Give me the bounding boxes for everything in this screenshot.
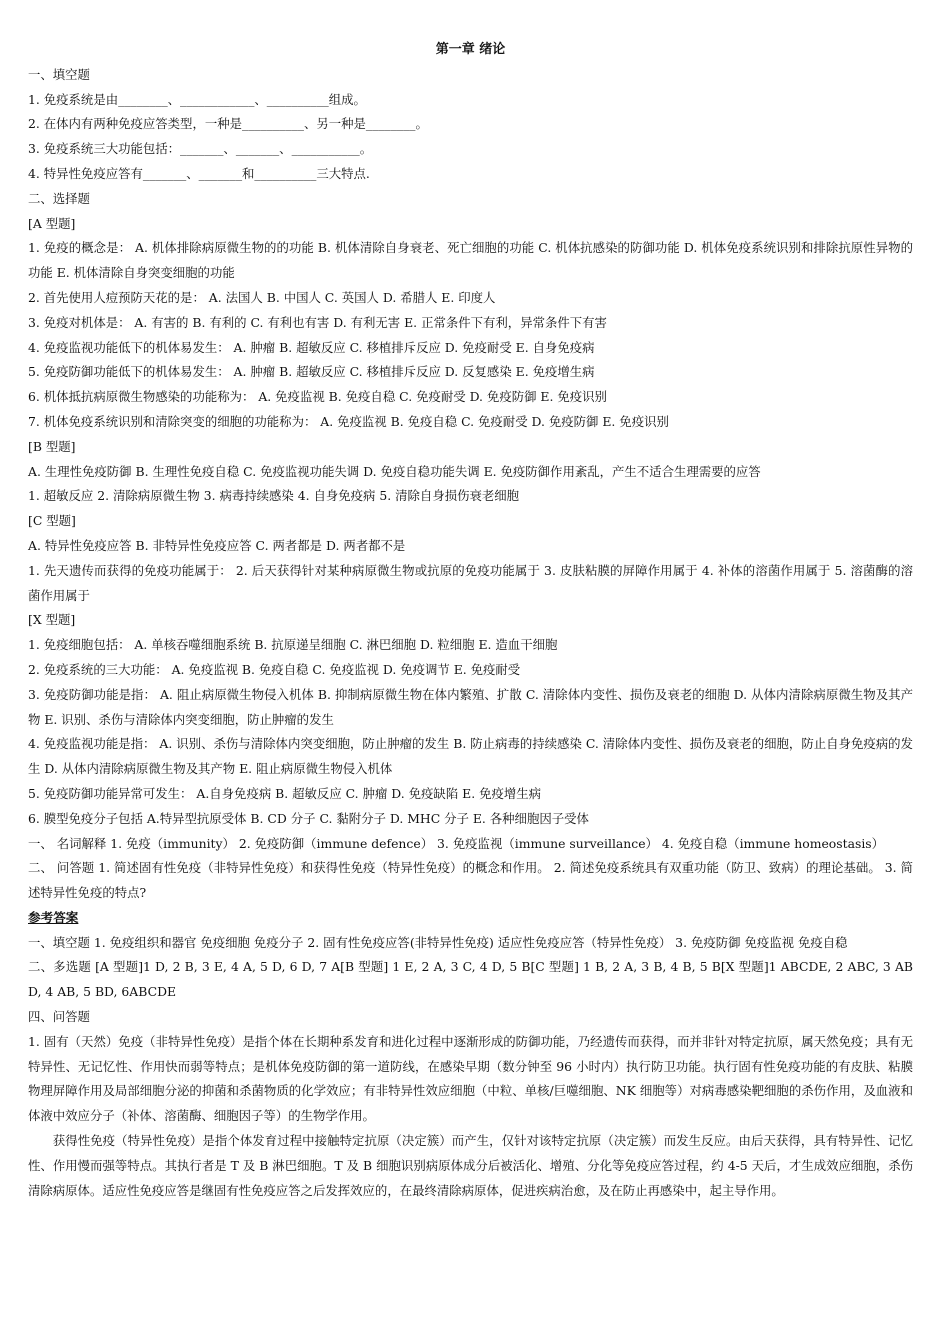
- answers-choice: 二、多选题 [A 型题]1 D, 2 B, 3 E, 4 A, 5 D, 6 D, 7 A[B 型题] 1 E, 2 A, 3 C, 4 D, 5 B[C 型题] 1 B, 2 A, 3 B, 4 B, 5 B[X 型题]1 ABCDE, 2 ABC, 3 ABD, 4 AB, 5 BD, 6ABCDE: [28, 959, 913, 1000]
- answers-qa-2: 获得性免疫（特异性免疫）是指个体发育过程中接触特定抗原（决定簇）而产生，仅针对该特定抗原（决定簇）而发生反应。由后天获得，具有特异性、记忆性、作用慢而强等特点。其执行者是 T 及 B 淋巴细胞。T 及 B 细胞识别病原体成分后被活化、增殖、分化等免疫应答过程，约 4-5 天后，才生成效应细胞，杀伤清除病原体。适应性免疫应答是继固有性免疫应答之后发挥效应的，在最终清除病原体，促进疾病治愈，及在防止再感染中，起主导作用。: [28, 1133, 913, 1198]
- document-page: [28, 38, 913, 1203]
- a-question-7: 7. 机体免疫系统识别和清除突变的细胞的功能称为： A. 免疫监视 B. 免疫自稳 C. 免疫耐受 D. 免疫防御 E. 免疫识别: [28, 413, 669, 429]
- fill-heading: 一、填空题: [28, 66, 90, 82]
- answers-heading: 参考答案: [28, 909, 79, 925]
- fill-question-4: 4. 特异性免疫应答有_______、_______和__________三大特点.: [28, 165, 370, 181]
- x-question-5: 5. 免疫防御功能异常可发生： A.自身免疫病 B. 超敏反应 C. 肿瘤 D. 免疫缺陷 E. 免疫增生病: [28, 785, 542, 801]
- chapter-title: 第一章 绪论: [435, 42, 506, 57]
- answers-fill: 一、填空题 1. 免疫组织和器官 免疫细胞 免疫分子 2. 固有性免疫应答(非特异性免疫) 适应性免疫应答（特异性免疫） 3. 免疫防御 免疫监视 免疫自稳: [28, 934, 848, 950]
- fill-question-3: 3. 免疫系统三大功能包括：_______、_______、___________。: [28, 141, 373, 157]
- c-type-heading: [C 型题]: [28, 513, 76, 529]
- a-question-3: 3. 免疫对机体是： A. 有害的 B. 有利的 C. 有利也有害 D. 有利无害 E. 正常条件下有利，异常条件下有害: [28, 314, 607, 330]
- c-options: A. 特异性免疫应答 B. 非特异性免疫应答 C. 两者都是 D. 两者都不是: [28, 537, 406, 553]
- b-options: A. 生理性免疫防御 B. 生理性免疫自稳 C. 免疫监视功能失调 D. 免疫自稳功能失调 E. 免疫防御作用紊乱，产生不适合生理需要的应答: [28, 463, 761, 479]
- x-type-heading: [X 型题]: [28, 612, 76, 628]
- x-question-1: 1. 免疫细胞包括： A. 单核吞噬细胞系统 B. 抗原递呈细胞 C. 淋巴细胞 D. 粒细胞 E. 造血干细胞: [28, 637, 558, 653]
- x-question-2: 2. 免疫系统的三大功能： A. 免疫监视 B. 免疫自稳 C. 免疫监视 D. 免疫调节 E. 免疫耐受: [28, 661, 521, 677]
- a-question-4: 4. 免疫监视功能低下的机体易发生： A. 肿瘤 B. 超敏反应 C. 移植排斥反应 D. 免疫耐受 E. 自身免疫病: [28, 339, 595, 355]
- answers-qa-1: 1. 固有（天然）免疫（非特异性免疫）是指个体在长期种系发育和进化过程中逐渐形成的防御功能，乃经遗传而获得，而并非针对特定抗原，属天然免疫；具有无特异性、无记忆性、作用快而弱等特点；是机体免疫防御的第一道防线，在感染早期（数分钟至 96 小时内）执行防卫功能。执行固有性免疫功能的有皮肤、粘膜物理屏障作用及局部细胞分泌的抑菌和杀菌物质的化学效应；有非特异性效应细胞（中粒、单核/巨噬细胞、NK 细胞等）对病毒感染靶细胞的杀伤作用，及血液和体液中效应分子（补体、溶菌酶、细胞因子等）的生物学作用。: [28, 1033, 913, 1124]
- fill-question-1: 1. 免疫系统是由________、____________、__________组成。: [28, 91, 366, 107]
- a-question-5: 5. 免疫防御功能低下的机体易发生： A. 肿瘤 B. 超敏反应 C. 移植排斥反应 D. 反复感染 E. 免疫增生病: [28, 364, 595, 380]
- a-type-heading: [A 型题]: [28, 215, 76, 231]
- a-question-1: 1. 免疫的概念是： A. 机体排除病原微生物的的功能 B. 机体清除自身衰老、死亡细胞的功能 C. 机体抗感染的防御功能 D. 机体免疫系统识别和排除抗原性异物的功能 E. 机体清除自身突变细胞的功能: [28, 240, 913, 281]
- a-question-6: 6. 机体抵抗病原微生物感染的功能称为： A. 免疫监视 B. 免疫自稳 C. 免疫耐受 D. 免疫防御 E. 免疫识别: [28, 389, 607, 405]
- a-question-2: 2. 首先使用人痘预防天花的是： A. 法国人 B. 中国人 C. 英国人 D. 希腊人 E. 印度人: [28, 289, 496, 305]
- c-items: 1. 先天遗传而获得的免疫功能属于： 2. 后天获得针对某种病原微生物或抗原的免疫功能属于 3. 皮肤粘膜的屏障作用属于 4. 补体的溶菌作用属于 5. 溶菌酶的溶菌作用属于: [28, 562, 913, 603]
- qa-section: 二、 问答题 1. 简述固有性免疫（非特异性免疫）和获得性免疫（特异性免疫）的概念和作用。 2. 简述免疫系统具有双重功能（防卫、致病）的理论基础。 3. 简述特异性免疫的特点?: [28, 860, 913, 901]
- choice-heading: 二、选择题: [28, 190, 90, 206]
- x-question-6: 6. 膜型免疫分子包括 A.特异型抗原受体 B. CD 分子 C. 黏附分子 D. MHC 分子 E. 各种细胞因子受体: [28, 810, 589, 826]
- answers-qa-heading: 四、问答题: [28, 1009, 90, 1025]
- terms-section: 一、 名词解释 1. 免疫（immunity） 2. 免疫防御（immune defence） 3. 免疫监视（immune surveillance） 4. 免疫自稳（immune homeostasis）: [28, 835, 885, 851]
- b-type-heading: [B 型题]: [28, 438, 76, 454]
- b-items: 1. 超敏反应 2. 清除病原微生物 3. 病毒持续感染 4. 自身免疫病 5. 清除自身损伤衰老细胞: [28, 488, 520, 504]
- fill-question-2: 2. 在体内有两种免疫应答类型，一种是__________、另一种是________。: [28, 116, 428, 132]
- x-question-3: 3. 免疫防御功能是指： A. 阻止病原微生物侵入机体 B. 抑制病原微生物在体内繁殖、扩散 C. 清除体内变性、损伤及衰老的细胞 D. 从体内清除病原微生物及其产物 E. 识别、杀伤与清除体内突变细胞，防止肿瘤的发生: [28, 686, 913, 727]
- x-question-4: 4. 免疫监视功能是指： A. 识别、杀伤与清除体内突变细胞，防止肿瘤的发生 B. 防止病毒的持续感染 C. 清除体内变性、损伤及衰老的细胞，防止自身免疫病的发生 D. 从体内清除病原微生物及其产物 E. 阻止病原微生物侵入机体: [28, 736, 913, 777]
